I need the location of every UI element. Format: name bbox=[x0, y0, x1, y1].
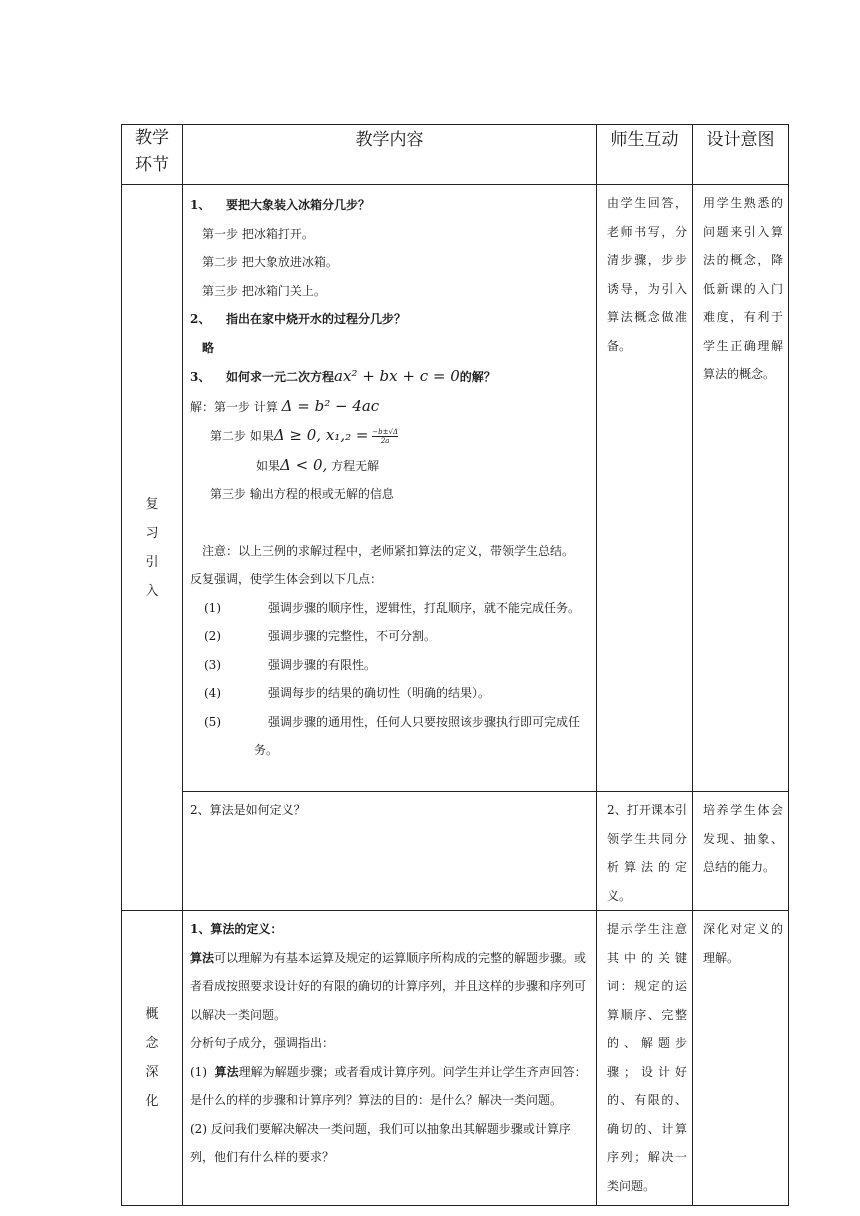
header-stage bbox=[122, 125, 183, 185]
stage-review-intro bbox=[122, 185, 183, 911]
point-5-wrap: 务。 bbox=[254, 743, 279, 757]
q1-step: 第二步 把大象放进冰箱。 bbox=[202, 255, 338, 269]
question-2: 2、 指出在家中烧开水的过程分几步？ bbox=[190, 312, 407, 326]
analysis-point-2: (2) 反问我们要解决解决一类问题，我们可以抽象出其解题步骤或计算序列，他们有什么样的要求？ bbox=[190, 1121, 571, 1164]
review-interaction: 由学生回答，老师书写，分清步骤，步步诱导，为引入算法概念做准备。 bbox=[597, 185, 693, 792]
analysis-point-1: (1) 算法理解为解题步骤；或者看成计算序列。问学生并让学生齐声回答：是什么的样的步骤和计算序列？算法的目的：是什么？解决一类问题。 bbox=[190, 1064, 587, 1107]
point-item: (2) 强调步骤的完整性，不可分割。 bbox=[204, 629, 437, 643]
stage-char: 引 bbox=[145, 554, 159, 570]
definition-text: 算法可以理解为有基本运算及规定的运算顺序所构成的完整的解题步骤。或者看成按照要求设计好的有限的确切的计算序列，并且这样的步骤和序列可以解决一类问题。 bbox=[190, 950, 587, 1022]
definition-intent: 培养学生体会发现、抽象、总结的能力。 bbox=[693, 792, 789, 911]
root-formula-fraction: $\frac{-b\pm√\Delta}{2a}$ bbox=[372, 428, 398, 445]
question-3: 3、 如何求一元二次方程ax² + bx + c = 0的解？ bbox=[190, 367, 496, 385]
header-row bbox=[122, 125, 789, 185]
solution-step-2b: 如果Δ < 0, 方程无解 bbox=[256, 455, 380, 474]
header-intent: 设计意图 bbox=[693, 125, 789, 185]
definition-question: 2、算法是如何定义？ bbox=[183, 792, 597, 911]
stage-char: 念 bbox=[145, 1036, 159, 1051]
review-row-2 bbox=[122, 792, 789, 911]
definition-interaction: 2、打开课本引领学生共同分析算法的定义。 bbox=[597, 792, 693, 911]
solution-step-1: 解：第一步 计算 Δ = b² − 4ac bbox=[190, 396, 380, 415]
q2-answer: 略 bbox=[202, 340, 215, 355]
q1-step: 第三步 把冰箱门关上。 bbox=[202, 283, 326, 298]
q1-step: 第一步 把冰箱打开。 bbox=[202, 226, 314, 241]
review-content bbox=[183, 185, 597, 792]
concept-interaction: 提示学生注意其中的关键词：规定的运算顺序、完整的、解题步骤；设计好的、有限的、确切的、计算序列；解决一类问题。 bbox=[597, 911, 693, 1206]
stage-char: 深 bbox=[145, 1065, 159, 1080]
point-item: (1) 强调步骤的顺序性，逻辑性，打乱顺序，就不能完成任务。 bbox=[204, 600, 581, 615]
solution-step-2: 第二步 如果Δ ≥ 0, x₁,₂ = $\frac{-b\pm√\Delta}{2a}$ bbox=[210, 426, 398, 445]
quadratic-equation: ax² + bx + c = 0 bbox=[334, 367, 460, 385]
solution-step-3: 第三步 输出方程的根或无解的信息 bbox=[210, 487, 394, 501]
concept-content bbox=[183, 911, 597, 1206]
point-item: (5) 强调步骤的通用性，任何人只要按照该步骤执行即可完成任 bbox=[204, 714, 581, 729]
note-line-1: 注意：以上三例的求解过程中，老师紧扣算法的定义，带领学生总结。 bbox=[202, 543, 575, 558]
note-line-2: 反复强调，使学生体会到以下几点： bbox=[190, 572, 383, 586]
review-row-1 bbox=[122, 185, 789, 792]
header-content: 教学内容 bbox=[183, 125, 597, 185]
question-1: 1、 要把大象装入冰箱分几步？ bbox=[190, 198, 371, 212]
concept-intent: 深化对定义的理解。 bbox=[693, 911, 789, 1206]
point-item: (3) 强调步骤的有限性。 bbox=[204, 657, 377, 672]
header-interaction: 师生互动 bbox=[597, 125, 693, 185]
header-stage-line2: 环节 bbox=[135, 155, 169, 175]
stage-char: 化 bbox=[145, 1094, 159, 1109]
definition-title: 1、算法的定义： bbox=[190, 922, 283, 936]
stage-char: 概 bbox=[145, 1007, 159, 1022]
stage-char: 复 bbox=[145, 496, 159, 512]
review-intent: 用学生熟悉的问题来引入算法的概念，降低新课的入门难度，有利于学生正确理解算法的概念。 bbox=[693, 185, 789, 792]
point-item: (4) 强调每步的结果的确切性（明确的结果）。 bbox=[204, 686, 491, 700]
stage-char: 入 bbox=[145, 583, 159, 599]
concept-row bbox=[122, 911, 789, 1206]
stage-concept-deepen bbox=[122, 911, 183, 1206]
header-stage-line1: 教学 bbox=[135, 128, 169, 148]
stage-char: 习 bbox=[145, 525, 159, 541]
lesson-plan-table bbox=[121, 124, 789, 1206]
analysis-intro: 分析句子成分，强调指出： bbox=[190, 1036, 335, 1050]
